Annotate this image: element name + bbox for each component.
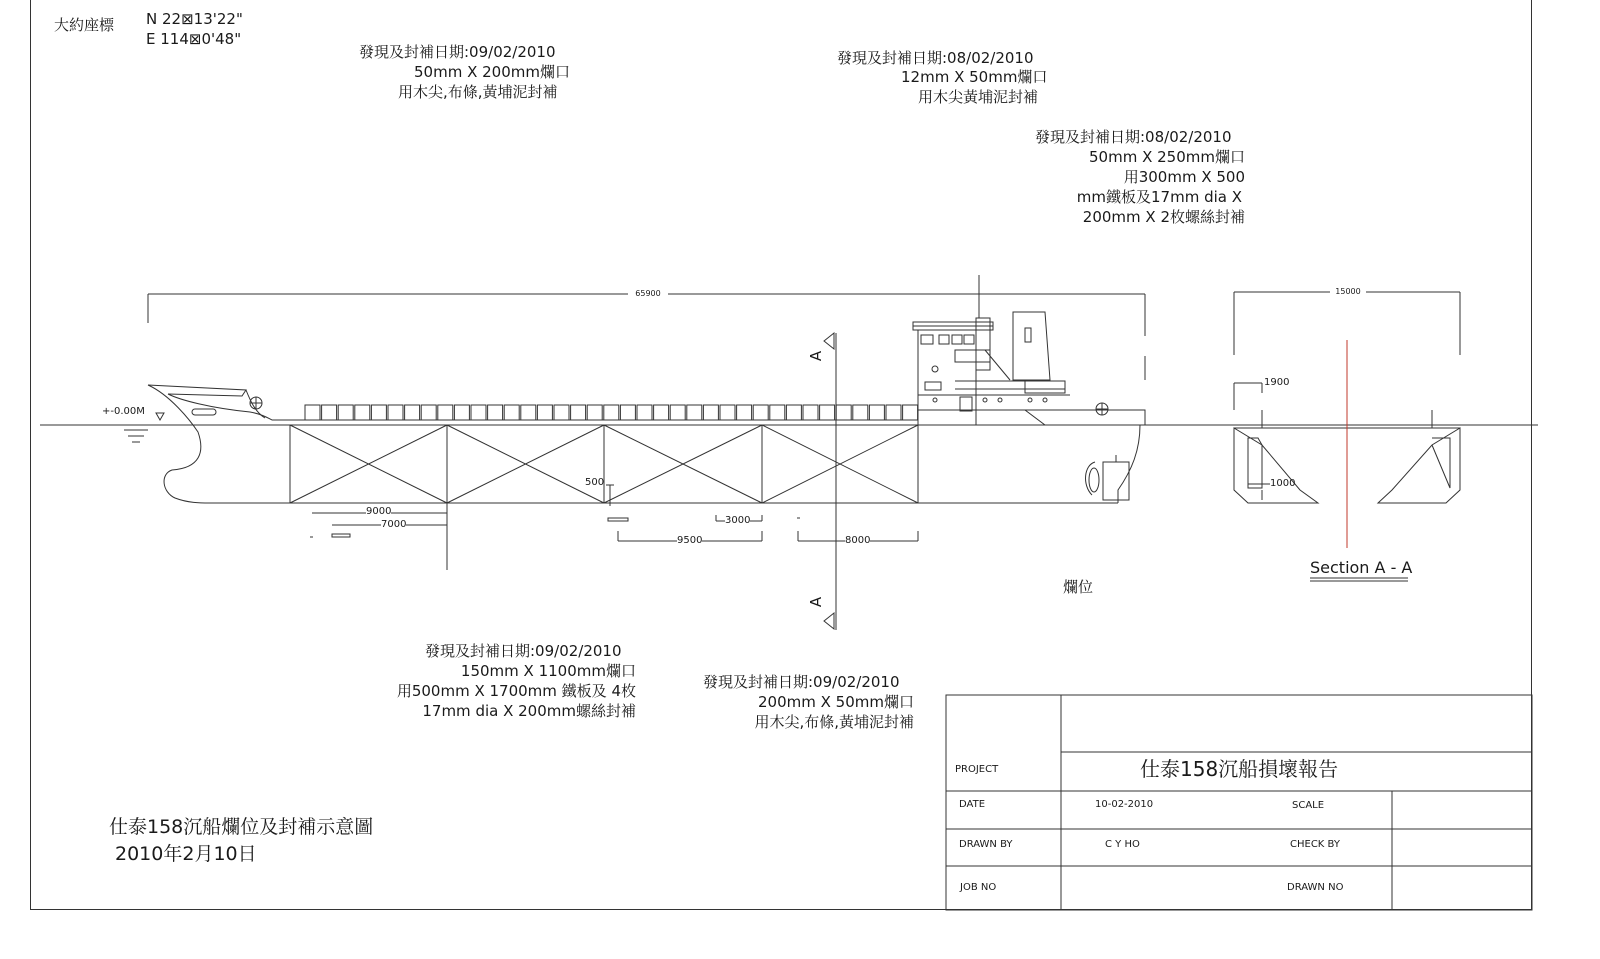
damage-label: 爛位 xyxy=(1063,578,1094,596)
deck-container xyxy=(869,405,884,420)
note-date: 發現及封補日期:09/02/2010 xyxy=(359,43,556,61)
deck-container xyxy=(554,405,569,420)
deck-container xyxy=(836,405,851,420)
project-label: PROJECT xyxy=(955,764,999,775)
section-a-a-drawing xyxy=(1234,292,1460,581)
deck-container xyxy=(471,405,486,420)
scale-label: SCALE xyxy=(1292,800,1325,811)
check-by-label: CHECK BY xyxy=(1290,839,1340,850)
deck-container xyxy=(421,405,436,420)
overall-length-label: 65900 xyxy=(628,289,668,299)
note-method: 用木尖,布條,黃埔泥封補 xyxy=(754,713,914,731)
note-method-line3: 200mm X 2枚螺絲封補 xyxy=(1082,208,1245,226)
note-method-line2: mm鐵板及17mm dia X xyxy=(1076,188,1242,206)
deck-container xyxy=(488,405,503,420)
overall-length-dimension xyxy=(148,294,1145,380)
dim-1000: 1000 xyxy=(1270,478,1296,489)
drawn-no-label: DRAWN NO xyxy=(1287,882,1344,893)
note-date: 發現及封補日期:09/02/2010 xyxy=(425,642,622,660)
deck-container xyxy=(786,405,801,420)
note-size: 50mm X 200mm爛口 xyxy=(414,63,570,81)
deck-container xyxy=(504,405,519,420)
deck-container xyxy=(903,405,918,420)
note-method: 用木尖,布條,黃埔泥封補 xyxy=(398,83,558,101)
dim-7000: 7000 xyxy=(381,519,407,530)
section-cut-marker xyxy=(824,333,836,630)
dim-1900: 1900 xyxy=(1264,377,1290,388)
note-size: 12mm X 50mm爛口 xyxy=(901,68,1048,86)
deck-container xyxy=(521,405,536,420)
dim-8000: 8000 xyxy=(845,535,871,546)
note-size: 50mm X 250mm爛口 xyxy=(1089,148,1245,166)
waterline-label: +-0.00M xyxy=(102,406,145,417)
project-title: 仕泰158沉船損壞報告 xyxy=(1140,757,1339,781)
coordinates-label: 大約座標 xyxy=(54,16,115,34)
deck-container xyxy=(405,405,420,420)
sheet-title: 仕泰158沉船爛位及封補示意圖 xyxy=(109,816,374,838)
deck-container xyxy=(886,405,901,420)
deck-container xyxy=(620,405,635,420)
deck-container xyxy=(587,405,602,420)
deck-container xyxy=(338,405,353,420)
job-no-label: JOB NO xyxy=(960,882,997,893)
deck-container xyxy=(753,405,768,420)
deck-container xyxy=(670,405,685,420)
note-method: 用木尖黃埔泥封補 xyxy=(918,88,1039,106)
note-method-line1: 用300mm X 500 xyxy=(1123,168,1245,186)
deck-container xyxy=(703,405,718,420)
deck-container xyxy=(803,405,818,420)
deck-container xyxy=(305,405,320,420)
note-size: 200mm X 50mm爛口 xyxy=(758,693,914,711)
note-date: 發現及封補日期:09/02/2010 xyxy=(703,673,900,691)
note-method-line1: 用500mm X 1700mm 鐵板及 4枚 xyxy=(396,682,636,700)
ship-hull xyxy=(148,385,1145,503)
date-label: DATE xyxy=(959,799,986,810)
deck-container xyxy=(438,405,453,420)
note-date: 發現及封補日期:08/02/2010 xyxy=(837,49,1034,67)
dim-500: 500 xyxy=(585,477,605,488)
section-marker-top: A xyxy=(807,350,826,362)
deck-container xyxy=(637,405,652,420)
deck-container xyxy=(770,405,785,420)
deck-container xyxy=(454,405,469,420)
section-marker-bottom: A xyxy=(807,596,826,608)
deck-container xyxy=(355,405,370,420)
deck-container xyxy=(537,405,552,420)
deck-container xyxy=(820,405,835,420)
dim-3000: 3000 xyxy=(725,515,751,526)
note-date: 發現及封補日期:08/02/2010 xyxy=(1035,128,1232,146)
deck-container xyxy=(853,405,868,420)
coordinates-north: N 22⊠13'22" xyxy=(146,10,243,28)
date-value: 10-02-2010 xyxy=(1095,799,1154,810)
section-width-label: 15000 xyxy=(1330,287,1366,297)
deck-container xyxy=(737,405,752,420)
hold-compartments xyxy=(290,425,918,503)
dim-9500: 9500 xyxy=(677,535,703,546)
deck-container xyxy=(654,405,669,420)
deck-container xyxy=(604,405,619,420)
title-block-grid xyxy=(946,695,1532,910)
drawn-by-label: DRAWN BY xyxy=(959,839,1013,850)
deck-container xyxy=(322,405,337,420)
deck-container xyxy=(687,405,702,420)
deck-container xyxy=(571,405,586,420)
deck-container xyxy=(388,405,403,420)
section-title: Section A - A xyxy=(1310,558,1413,577)
ship-superstructure xyxy=(913,275,1145,425)
drawn-by-value: C Y HO xyxy=(1105,839,1140,850)
deck-container xyxy=(371,405,386,420)
dim-9000: 9000 xyxy=(366,506,392,517)
coordinates-east: E 114⊠0'48" xyxy=(146,30,242,48)
sheet-date: 2010年2月10日 xyxy=(115,843,257,865)
note-size: 150mm X 1100mm爛口 xyxy=(460,662,636,680)
note-method-line2: 17mm dia X 200mm螺絲封補 xyxy=(422,702,636,720)
deck-containers xyxy=(305,405,918,420)
deck-container xyxy=(720,405,735,420)
